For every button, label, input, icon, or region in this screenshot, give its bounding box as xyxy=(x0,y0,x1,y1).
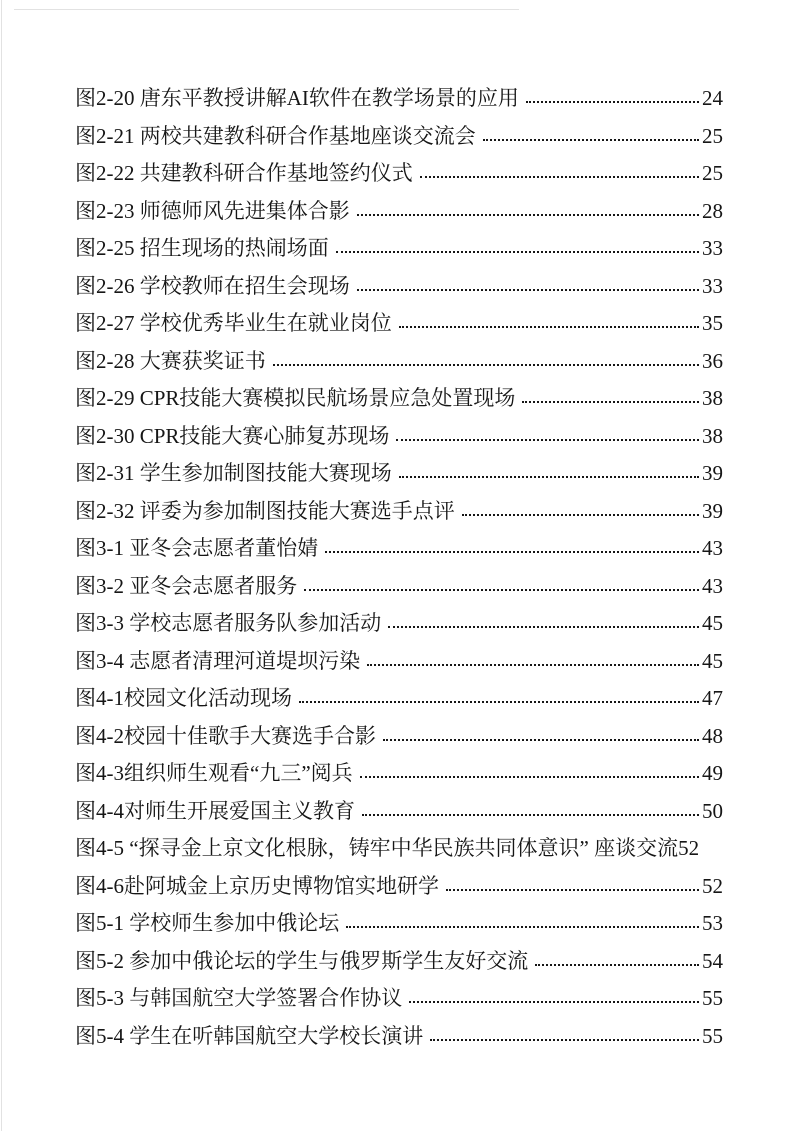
page-number: 38 xyxy=(702,423,723,448)
page-number: 49 xyxy=(702,761,723,785)
toc-entry[interactable] xyxy=(75,643,723,681)
toc-entry[interactable] xyxy=(75,343,723,381)
figure-caption: 图4-3组织师生观看“九三”阅兵 xyxy=(75,761,353,785)
dot-leader xyxy=(367,664,699,666)
figure-caption: 图4-1校园文化活动现场 xyxy=(75,686,292,710)
toc-entry[interactable] xyxy=(75,455,723,493)
toc-entry[interactable] xyxy=(75,718,723,756)
figure-caption: 图4-5 “探寻金上京文化根脉，铸牢中华民族共同体意识” 座谈交流 xyxy=(75,836,679,860)
dot-leader xyxy=(304,589,699,591)
page-number: 55 xyxy=(702,986,723,1010)
figure-caption: 图2-27 学校优秀毕业生在就业岗位 xyxy=(75,311,392,335)
page-number: 25 xyxy=(702,123,723,148)
scan-artifact-left-line xyxy=(1,0,2,1131)
page-number: 39 xyxy=(702,498,723,523)
dot-leader xyxy=(430,1039,699,1041)
figure-caption: 图5-4 学生在听韩国航空大学校长演讲 xyxy=(75,1023,424,1048)
toc-entry[interactable] xyxy=(75,568,723,606)
page-number: 36 xyxy=(702,348,723,373)
figure-toc xyxy=(75,80,723,1055)
figure-caption: 图2-21 两校共建教科研合作基地座谈交流会 xyxy=(75,123,476,148)
figure-caption: 图3-2 亚冬会志愿者服务 xyxy=(75,573,298,598)
toc-entry[interactable] xyxy=(75,418,723,456)
figure-caption: 图4-6赴阿城金上京历史博物馆实地研学 xyxy=(75,873,439,898)
page-number: 45 xyxy=(702,648,723,673)
page-number: 53 xyxy=(702,911,723,935)
figure-caption: 图5-3 与韩国航空大学签署合作协议 xyxy=(75,986,403,1010)
page-number: 38 xyxy=(702,386,723,410)
page-number: 50 xyxy=(702,798,723,823)
toc-entry[interactable] xyxy=(75,193,723,231)
toc-entry[interactable] xyxy=(75,230,723,268)
toc-entry[interactable] xyxy=(75,868,723,906)
dot-leader xyxy=(362,814,699,816)
toc-entry[interactable] xyxy=(75,80,723,118)
page-number: 55 xyxy=(702,1023,723,1048)
toc-entry[interactable] xyxy=(75,530,723,568)
figure-caption: 图2-32 评委为参加制图技能大赛选手点评 xyxy=(75,498,455,523)
page-number: 39 xyxy=(702,461,723,485)
dot-leader xyxy=(273,364,699,366)
page-number: 24 xyxy=(702,86,723,110)
dot-leader xyxy=(522,401,699,403)
dot-leader xyxy=(446,889,699,891)
figure-caption: 图2-23 师德师风先进集体合影 xyxy=(75,198,350,223)
toc-entry[interactable] xyxy=(75,605,723,643)
page-number: 25 xyxy=(702,161,723,185)
page-number: 47 xyxy=(702,686,723,710)
figure-caption: 图5-2 参加中俄论坛的学生与俄罗斯学生友好交流 xyxy=(75,948,529,973)
figure-caption: 图3-4 志愿者清理河道堤坝污染 xyxy=(75,648,361,673)
dot-leader xyxy=(299,701,699,703)
page-number: 52 xyxy=(678,836,700,860)
page-number: 28 xyxy=(702,198,723,223)
page-number: 54 xyxy=(702,948,723,973)
page-number: 48 xyxy=(702,723,723,748)
figure-caption: 图2-20 唐东平教授讲解AI软件在教学场景的应用 xyxy=(75,86,519,110)
page-number: 45 xyxy=(702,611,723,635)
figure-caption: 图3-3 学校志愿者服务队参加活动 xyxy=(75,611,382,635)
toc-entry[interactable] xyxy=(75,943,723,981)
page-number: 52 xyxy=(702,873,723,898)
toc-entry[interactable] xyxy=(75,793,723,831)
figure-caption: 图4-4对师生开展爱国主义教育 xyxy=(75,798,355,823)
dot-leader xyxy=(399,476,699,478)
toc-entry[interactable] xyxy=(75,980,723,1018)
toc-entry[interactable] xyxy=(75,155,723,193)
dot-leader xyxy=(336,251,699,253)
dot-leader xyxy=(526,101,699,103)
dot-leader xyxy=(483,139,699,141)
figure-caption: 图2-25 招生现场的热闹场面 xyxy=(75,236,329,260)
toc-entry[interactable] xyxy=(75,680,723,718)
toc-entry[interactable] xyxy=(75,493,723,531)
toc-entry[interactable] xyxy=(75,268,723,306)
toc-entry[interactable] xyxy=(75,755,723,793)
figure-caption: 图2-29 CPR技能大赛模拟民航场景应急处置现场 xyxy=(75,386,516,410)
page-number: 43 xyxy=(702,536,723,560)
toc-entry[interactable] xyxy=(75,305,723,343)
toc-entry[interactable] xyxy=(75,380,723,418)
dot-leader xyxy=(357,214,699,216)
dot-leader xyxy=(325,551,699,553)
dot-leader xyxy=(420,176,699,178)
toc-entry[interactable] xyxy=(75,905,723,943)
figure-caption: 图2-30 CPR技能大赛心肺复苏现场 xyxy=(75,423,390,448)
figure-caption: 图5-1 学校师生参加中俄论坛 xyxy=(75,911,340,935)
dot-leader xyxy=(399,326,699,328)
dot-leader xyxy=(462,514,699,516)
dot-leader xyxy=(409,1001,699,1003)
figure-caption: 图3-1 亚冬会志愿者董怡婧 xyxy=(75,536,319,560)
figure-caption: 图2-22 共建教科研合作基地签约仪式 xyxy=(75,161,413,185)
toc-entry[interactable] xyxy=(75,1018,723,1056)
figure-caption: 图4-2校园十佳歌手大赛选手合影 xyxy=(75,723,376,748)
dot-leader xyxy=(535,964,699,966)
dot-leader xyxy=(388,626,699,628)
scan-artifact-top-line xyxy=(14,9,519,10)
dot-leader xyxy=(346,926,699,928)
page-number: 43 xyxy=(702,573,723,598)
page-number: 33 xyxy=(702,236,723,260)
dot-leader xyxy=(396,439,699,441)
figure-caption: 图2-28 大赛获奖证书 xyxy=(75,348,266,373)
dot-leader xyxy=(383,739,699,741)
dot-leader xyxy=(357,289,699,291)
dot-leader xyxy=(360,776,699,778)
figure-caption: 图2-31 学生参加制图技能大赛现场 xyxy=(75,461,392,485)
page-number: 33 xyxy=(702,273,723,298)
toc-entry[interactable] xyxy=(75,118,723,156)
figure-caption: 图2-26 学校教师在招生会现场 xyxy=(75,273,350,298)
toc-entry[interactable] xyxy=(75,830,723,868)
page-number: 35 xyxy=(702,311,723,335)
